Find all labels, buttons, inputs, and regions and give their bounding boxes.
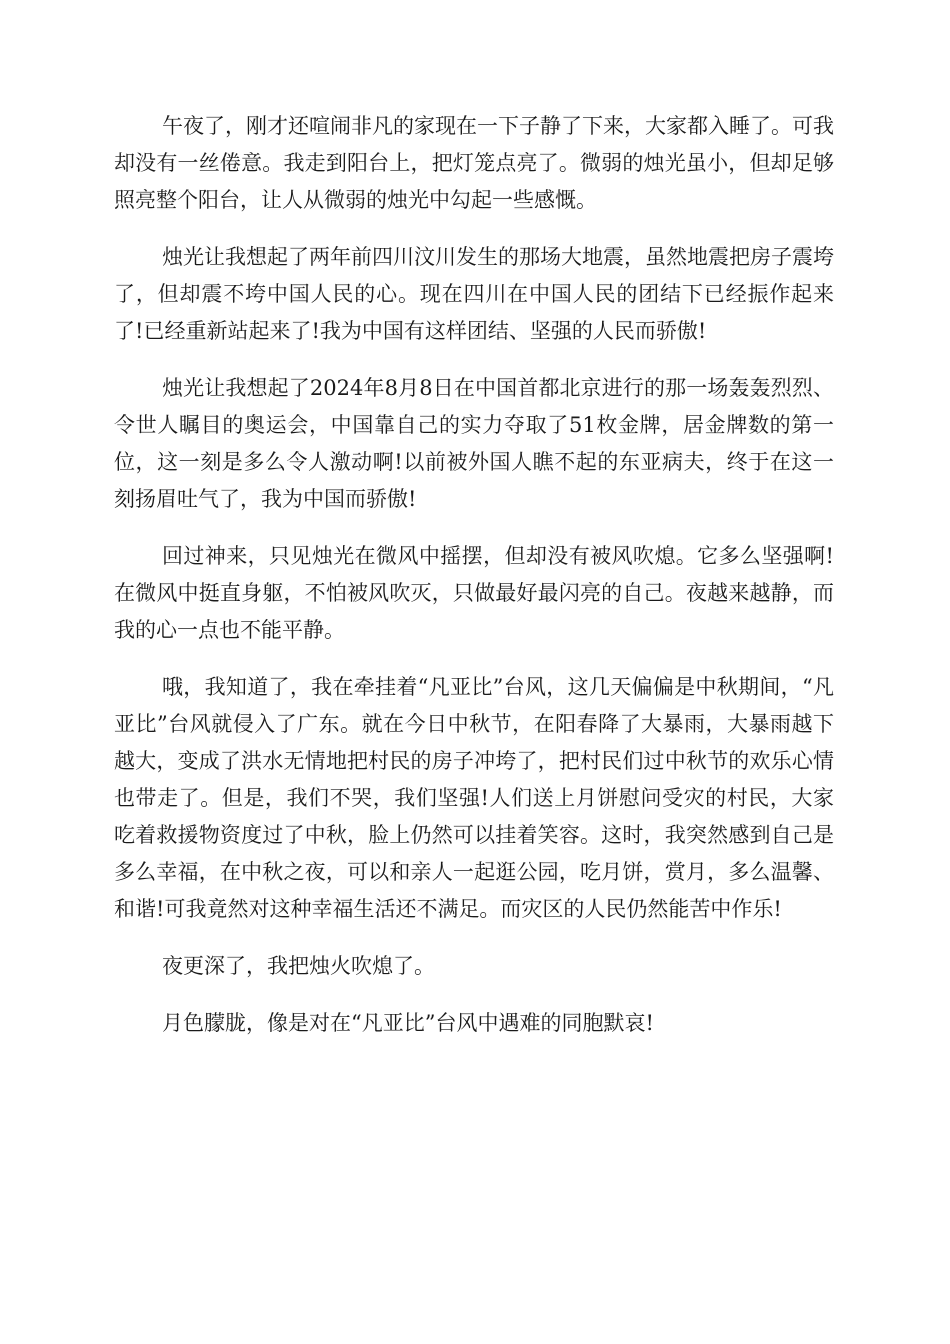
paragraph-2: 烛光让我想起了两年前四川汶川发生的那场大地震，虽然地震把房子震垮了，但却震不垮中国人民的心。现在四川在中国人民的团结下已经振作起来了!已经重新站起来了!我为中国有这样团结、坚强的人民而骄傲! [114,245,834,343]
paragraph-7: 月色朦胧，像是对在“凡亚比”台风中遇难的同胞默哀! [162,1011,654,1035]
document-page [114,108,834,1062]
paragraph-4: 回过神来，只见烛光在微风中摇摆，但却没有被风吹熄。它多么坚强啊!在微风中挺直身躯，不怕被风吹灭，只做最好最闪亮的自己。夜越来越静，而我的心一点也不能平静。 [114,544,834,642]
paragraph-1: 午夜了，刚才还喧闹非凡的家现在一下子静了下来，大家都入睡了。可我却没有一丝倦意。我走到阳台上，把灯笼点亮了。微弱的烛光虽小，但却足够照亮整个阳台，让人从微弱的烛光中勾起一些感慨。 [114,114,834,212]
paragraph-6: 夜更深了，我把烛火吹熄了。 [162,954,435,978]
paragraph-3: 烛光让我想起了2024年8月8日在中国首都北京进行的那一场轰轰烈烈、令世人瞩目的奥运会，中国靠自己的实力夺取了51枚金牌，居金牌数的第一位，这一刻是多么令人激动啊!以前被外国人瞧不起的东亚病夫，终于在这一刻扬眉吐气了，我为中国而骄傲! [114,376,834,511]
paragraph-5: 哦，我知道了，我在牵挂着“凡亚比”台风，这几天偏偏是中秋期间，“凡亚比”台风就侵入了广东。就在今日中秋节，在阳春降了大暴雨，大暴雨越下越大，变成了洪水无情地把村民的房子冲垮了，把村民们过中秋节的欢乐心情也带走了。但是，我们不哭，我们坚强!人们送上月饼慰问受灾的村民，大家吃着救援物资度过了中秋，脸上仍然可以挂着笑容。这时，我突然感到自己是多么幸福，在中秋之夜，可以和亲人一起逛公园，吃月饼，赏月，多么温馨、和谐!可我竟然对这种幸福生活还不满足。而灾区的人民仍然能苦中作乐! [114,675,834,921]
